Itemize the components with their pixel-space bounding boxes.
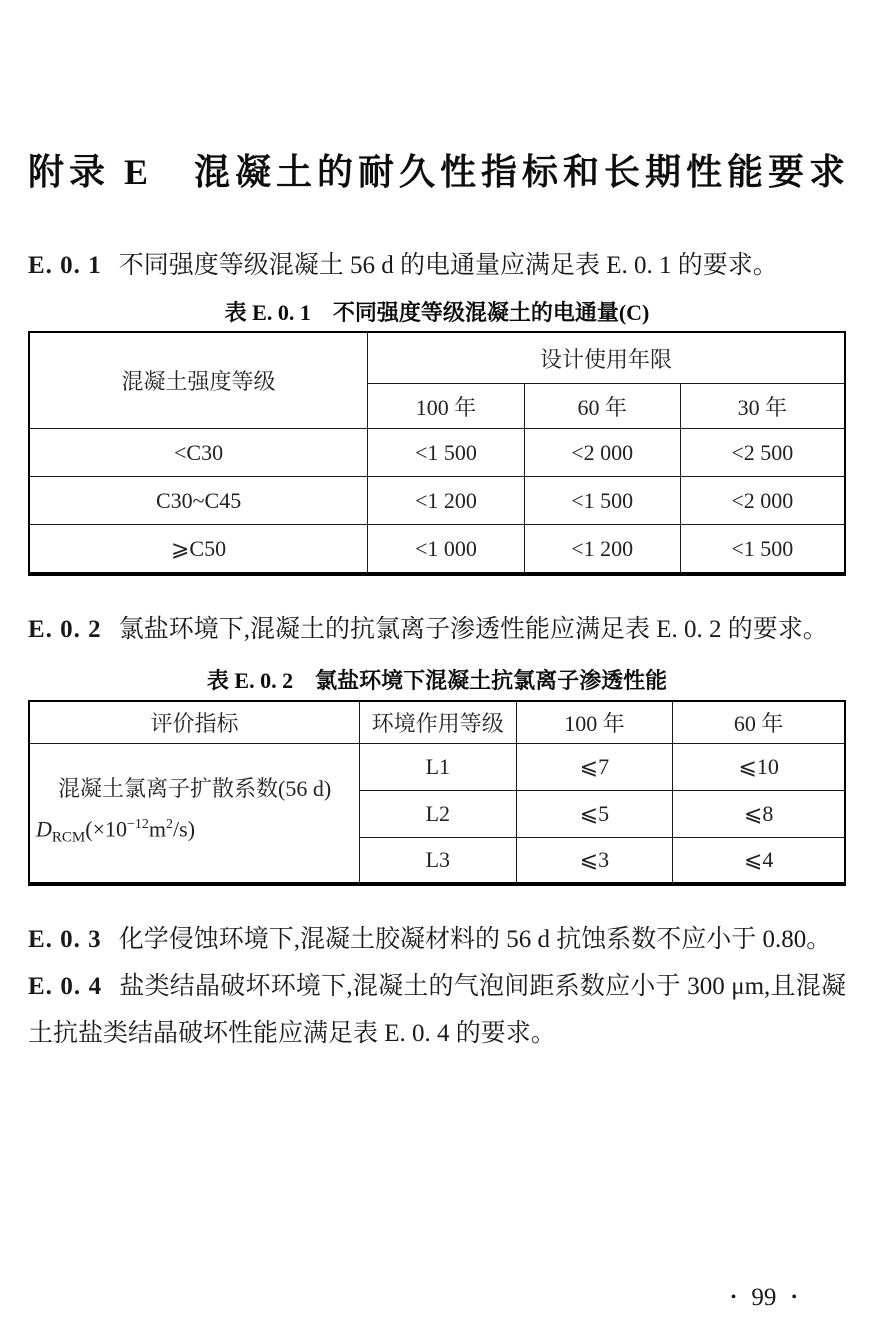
- grade-cell: <C30: [29, 429, 368, 477]
- formula-square: 2: [166, 816, 174, 832]
- table-e02-header: 评价指标: [29, 701, 359, 744]
- table-e02-header-row: [29, 701, 845, 744]
- clause-e01-text: 不同强度等级混凝土 56 d 的电通量应满足表 E. 0. 1 的要求。: [118, 252, 778, 279]
- value-cell: <2 000: [524, 429, 680, 477]
- clause-e02-text: 氯盐环境下,混凝土的抗氯离子渗透性能应满足表 E. 0. 2 的要求。: [118, 616, 828, 643]
- clause-e02-label: E. 0. 2: [28, 616, 102, 643]
- table-e01-data-row: [29, 525, 845, 575]
- value-cell: <1 500: [524, 477, 680, 525]
- value-cell: ⩽8: [673, 791, 845, 838]
- table-e01-caption: 表 E. 0. 1 不同强度等级混凝土的电通量(C): [224, 300, 650, 325]
- table-e01-year-header: 30 年: [680, 384, 845, 429]
- table-e02-caption: 表 E. 0. 2 氯盐环境下混凝土抗氯离子渗透性能: [206, 668, 668, 693]
- value-cell: ⩽4: [673, 838, 845, 885]
- indicator-formula: [36, 807, 355, 856]
- table-e01-data-row: [29, 429, 845, 477]
- clause-e04: [28, 963, 846, 1057]
- value-cell: ⩽7: [516, 744, 673, 791]
- page-number-left-dot: •: [730, 1289, 737, 1306]
- table-e01-year-header: 100 年: [368, 384, 525, 429]
- formula-unit: m: [148, 815, 167, 841]
- value-cell: <2 000: [680, 477, 845, 525]
- value-cell: ⩽10: [673, 744, 845, 791]
- level-cell: L2: [359, 791, 516, 838]
- formula-open: (×10: [85, 815, 127, 841]
- table-e01-year-header: 60 年: [524, 384, 680, 429]
- formula-close: /s): [173, 815, 196, 841]
- value-cell: <1 200: [368, 477, 525, 525]
- page-number: [716, 1284, 812, 1312]
- grade-cell: ⩾C50: [29, 525, 368, 575]
- indicator-name: 混凝土氯离子扩散系数(56 d): [58, 775, 332, 801]
- clause-e03-text: 化学侵蚀环境下,混凝土胶凝材料的 56 d 抗蚀系数不应小于 0.80。: [118, 926, 832, 953]
- level-cell: L1: [359, 744, 516, 791]
- clause-e03: [28, 916, 846, 963]
- table-e01: [28, 331, 846, 576]
- page-number-right-dot: •: [791, 1289, 797, 1306]
- page-content: [28, 0, 851, 1057]
- table-e02-header: 60 年: [673, 701, 845, 744]
- formula-variable: D: [36, 815, 52, 841]
- table-e02-data-row: [29, 744, 845, 791]
- clause-e01-label: E. 0. 1: [28, 252, 102, 279]
- formula-subscript: RCM: [51, 829, 86, 846]
- table-e02: [28, 700, 846, 886]
- level-cell: L3: [359, 838, 516, 885]
- value-cell: <2 500: [680, 429, 845, 477]
- indicator-cell: [29, 744, 359, 885]
- clause-e04-label: E. 0. 4: [28, 973, 103, 1000]
- clause-e04-text: 盐类结晶破坏环境下,混凝土的气泡间距系数应小于 300 μm,且混凝土抗盐类结晶破坏性能应满足表 E. 0. 4 的要求。: [28, 973, 846, 1047]
- value-cell: ⩽3: [516, 838, 673, 885]
- formula-exponent: −12: [126, 816, 149, 832]
- table-e01-span-header: 设计使用年限: [368, 332, 845, 384]
- table-e01-corner-header: 混凝土强度等级: [29, 332, 368, 429]
- table-e01-data-row: [29, 477, 845, 525]
- clause-e02: [28, 606, 846, 653]
- value-cell: <1 200: [524, 525, 680, 575]
- appendix-title: 附录 E 混凝土的耐久性指标和长期性能要求: [28, 152, 851, 192]
- value-cell: <1 000: [368, 525, 525, 575]
- value-cell: <1 500: [368, 429, 525, 477]
- table-e02-header: 100 年: [516, 701, 673, 744]
- clause-e03-label: E. 0. 3: [28, 926, 102, 953]
- value-cell: <1 500: [680, 525, 845, 575]
- clause-e01: [28, 242, 846, 289]
- page-number-value: 99: [751, 1284, 777, 1311]
- value-cell: ⩽5: [516, 791, 673, 838]
- table-e02-header: 环境作用等级: [359, 701, 516, 744]
- grade-cell: C30~C45: [29, 477, 368, 525]
- table-e01-header-row-1: [29, 332, 845, 384]
